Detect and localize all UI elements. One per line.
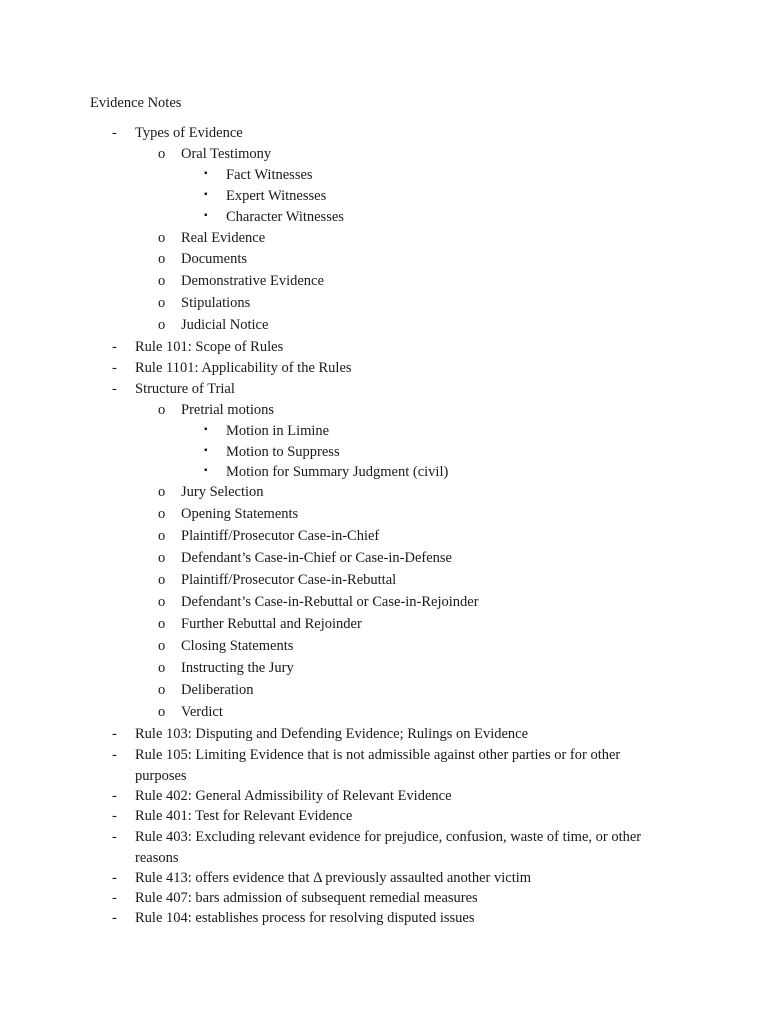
outline-item-text: Pretrial motions <box>181 402 275 418</box>
outline-item-level2 <box>0 144 768 164</box>
outline-item-level1 <box>0 868 768 888</box>
outline-item-level2 <box>0 592 768 612</box>
circle-bullet: o <box>158 550 166 566</box>
outline-item-level1 <box>0 908 768 928</box>
outline-item-level1 <box>0 337 768 357</box>
outline-item-text: Verdict <box>181 704 223 720</box>
outline-item-text: Fact Witnesses <box>226 167 313 183</box>
outline-item-text: Expert Witnesses <box>226 188 327 204</box>
outline-item-text: Opening Statements <box>181 506 299 522</box>
outline-item-level2 <box>0 570 768 590</box>
outline-item-text: Character Witnesses <box>226 209 344 225</box>
outline-item-level2 <box>0 482 768 502</box>
outline-item-level3 <box>0 421 768 441</box>
outline-item-level2 <box>0 249 768 269</box>
outline-item-level2 <box>0 315 768 335</box>
outline-item-text: Rule 103: Disputing and Defending Evidence; Rulings on Evidence <box>135 726 529 742</box>
outline-item-text: Closing Statements <box>181 638 294 654</box>
circle-bullet: o <box>158 402 166 418</box>
circle-bullet: o <box>158 572 166 588</box>
document-title: Evidence Notes <box>90 95 182 111</box>
outline-item-text: Motion to Suppress <box>226 444 340 460</box>
outline-item-text: Plaintiff/Prosecutor Case-in-Rebuttal <box>181 572 397 588</box>
outline-item-text: Deliberation <box>181 682 254 698</box>
outline-item-level1 <box>0 888 768 908</box>
circle-bullet: o <box>158 682 166 698</box>
outline-item-level2 <box>0 680 768 700</box>
outline-item-level3 <box>0 207 768 227</box>
outline-item-level3 <box>0 165 768 185</box>
dash-bullet: - <box>112 890 117 906</box>
outline-item-level3 <box>0 442 768 462</box>
outline-item-text: Oral Testimony <box>181 146 272 162</box>
circle-bullet: o <box>158 528 166 544</box>
outline-item-level1 <box>0 827 768 868</box>
outline-item-text: Rule 101: Scope of Rules <box>135 339 284 355</box>
outline-item-text: Rule 104: establishes process for resolving disputed issues <box>135 910 475 926</box>
outline-item-text: Rule 402: General Admissibility of Relevant Evidence <box>135 788 452 804</box>
circle-bullet: o <box>158 230 166 246</box>
square-bullet-icon: ▪ <box>204 465 208 476</box>
dash-bullet: - <box>112 910 117 926</box>
circle-bullet: o <box>158 295 166 311</box>
outline-item-level2 <box>0 228 768 248</box>
outline-item-text: Rule 413: offers evidence that Δ previously assaulted another victim <box>135 870 532 886</box>
circle-bullet: o <box>158 484 166 500</box>
dash-bullet: - <box>112 125 117 141</box>
outline-item-text: Defendant’s Case-in-Chief or Case-in-Defense <box>181 550 452 566</box>
outline-item-text: Structure of Trial <box>135 381 235 397</box>
outline-item-text: Instructing the Jury <box>181 660 294 676</box>
outline-item-level1 <box>0 123 768 143</box>
square-bullet-icon: ▪ <box>204 189 208 200</box>
dash-bullet: - <box>112 381 117 397</box>
circle-bullet: o <box>158 273 166 289</box>
outline-item-text: Types of Evidence <box>135 125 243 141</box>
dash-bullet: - <box>112 339 117 355</box>
outline-item-level1 <box>0 358 768 378</box>
outline-item-text: Rule 105: Limiting Evidence that is not admissible against other parties or for other purposes <box>135 747 621 784</box>
square-bullet-icon: ▪ <box>204 445 208 456</box>
circle-bullet: o <box>158 638 166 654</box>
outline-item-level2 <box>0 614 768 634</box>
circle-bullet: o <box>158 506 166 522</box>
outline-item-level2 <box>0 658 768 678</box>
outline-item-text: Rule 407: bars admission of subsequent remedial measures <box>135 890 478 906</box>
outline-item-level1 <box>0 724 768 744</box>
square-bullet-icon: ▪ <box>204 168 208 179</box>
outline-item-text: Motion in Limine <box>226 423 330 439</box>
outline-item-text: Plaintiff/Prosecutor Case-in-Chief <box>181 528 380 544</box>
circle-bullet: o <box>158 594 166 610</box>
outline-item-text: Rule 1101: Applicability of the Rules <box>135 360 352 376</box>
outline-item-level1 <box>0 786 768 806</box>
dash-bullet: - <box>112 360 117 376</box>
outline-item-level2 <box>0 636 768 656</box>
circle-bullet: o <box>158 704 166 720</box>
circle-bullet: o <box>158 660 166 676</box>
circle-bullet: o <box>158 317 166 333</box>
outline-item-level1 <box>0 745 768 786</box>
dash-bullet: - <box>112 726 117 742</box>
outline-item-text: Defendant’s Case-in-Rebuttal or Case-in-Rejoinder <box>181 594 479 610</box>
outline-item-level3 <box>0 186 768 206</box>
outline-item-level2 <box>0 271 768 291</box>
dash-bullet: - <box>112 747 117 763</box>
outline-item-level2 <box>0 400 768 420</box>
square-bullet-icon: ▪ <box>204 210 208 221</box>
outline-item-level2 <box>0 293 768 313</box>
outline-item-level1 <box>0 379 768 399</box>
outline-item-text: Real Evidence <box>181 230 266 246</box>
dash-bullet: - <box>112 808 117 824</box>
outline-item-text: Jury Selection <box>181 484 264 500</box>
outline-item-text: Documents <box>181 251 248 267</box>
outline-item-level1 <box>0 806 768 826</box>
outline-item-text: Further Rebuttal and Rejoinder <box>181 616 362 632</box>
square-bullet-icon: ▪ <box>204 424 208 435</box>
outline-item-level2 <box>0 504 768 524</box>
outline-item-text: Judicial Notice <box>181 317 269 333</box>
dash-bullet: - <box>112 829 117 845</box>
outline-item-level2 <box>0 702 768 722</box>
outline-item-text: Stipulations <box>181 295 251 311</box>
circle-bullet: o <box>158 146 166 162</box>
dash-bullet: - <box>112 870 117 886</box>
dash-bullet: - <box>112 788 117 804</box>
outline-item-text: Rule 401: Test for Relevant Evidence <box>135 808 353 824</box>
outline-item-text: Motion for Summary Judgment (civil) <box>226 464 449 480</box>
outline-item-level2 <box>0 526 768 546</box>
outline-item-level3 <box>0 462 768 482</box>
circle-bullet: o <box>158 616 166 632</box>
outline-item-text: Rule 403: Excluding relevant evidence for prejudice, confusion, waste of time, or other reasons <box>135 829 642 866</box>
outline-item-text: Demonstrative Evidence <box>181 273 324 289</box>
circle-bullet: o <box>158 251 166 267</box>
outline-item-level2 <box>0 548 768 568</box>
